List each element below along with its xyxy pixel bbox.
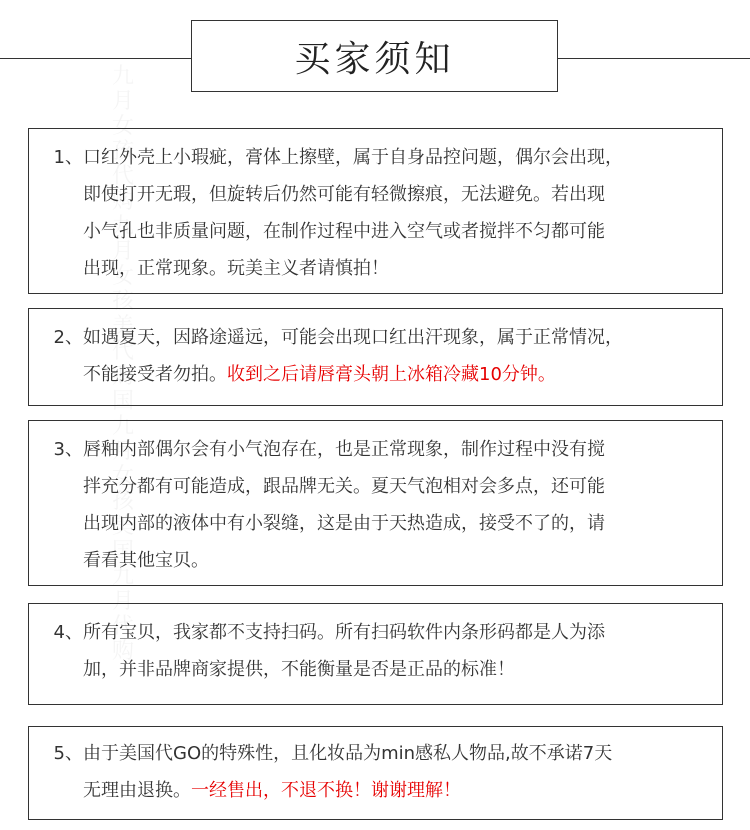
notice-number: 5、	[53, 743, 83, 764]
notice-number: 1、	[53, 147, 83, 168]
notice-1	[28, 128, 723, 294]
notice-text-content: 如遇夏天，因路途遥远，可能会出现口红出汗现象，属于正常情况， 不能接受者勿拍。	[83, 327, 623, 385]
header-divider-left	[0, 58, 192, 59]
notice-4	[28, 603, 723, 705]
notice-text	[83, 735, 722, 809]
notice-number: 2、	[53, 327, 83, 348]
notice-5	[28, 726, 723, 820]
notice-text-content: 口红外壳上小瑕疵，膏体上擦壁，属于自身品控问题，偶尔会出现， 即使打开无瑕，但旋转后仍然可能有轻微擦痕，无法避免。若出现 小气孔也非质量问题，在制作过程中进入空气或者搅拌不匀都可能 出现，正常现象。玩美主义者请慎拍！	[83, 147, 623, 279]
notice-text-content: 由于美国代GO的特殊性，且化妆品为min感私人物品,故不承诺7天 无理由退换。	[83, 743, 613, 801]
notice-highlight: 收到之后请唇膏头朝上冰箱冷藏10分钟。	[227, 364, 556, 385]
notice-3	[28, 420, 723, 586]
notice-text	[83, 614, 722, 688]
header-divider-right	[558, 58, 750, 59]
notice-number: 3、	[53, 439, 83, 460]
notice-text	[83, 319, 722, 393]
notice-text-content: 所有宝贝，我家都不支持扫码。所有扫码软件内条形码都是人为添 加，并非品牌商家提供，不能衡量是否是正品的标准！	[83, 622, 605, 680]
notice-text	[83, 139, 722, 287]
notice-2	[28, 308, 723, 406]
page-title: 买家须知	[191, 20, 558, 92]
notice-number: 4、	[53, 622, 83, 643]
notice-text-content: 唇釉内部偶尔会有小气泡存在，也是正常现象，制作过程中没有搅 拌充分都有可能造成，跟品牌无关。夏天气泡相对会多点，还可能 出现内部的液体中有小裂缝，这是由于天热造成，接受不了的，请 看看其他宝贝。	[83, 439, 605, 571]
notice-text	[83, 431, 722, 579]
notice-highlight: 一经售出，不退不换！谢谢理解！	[191, 780, 461, 801]
